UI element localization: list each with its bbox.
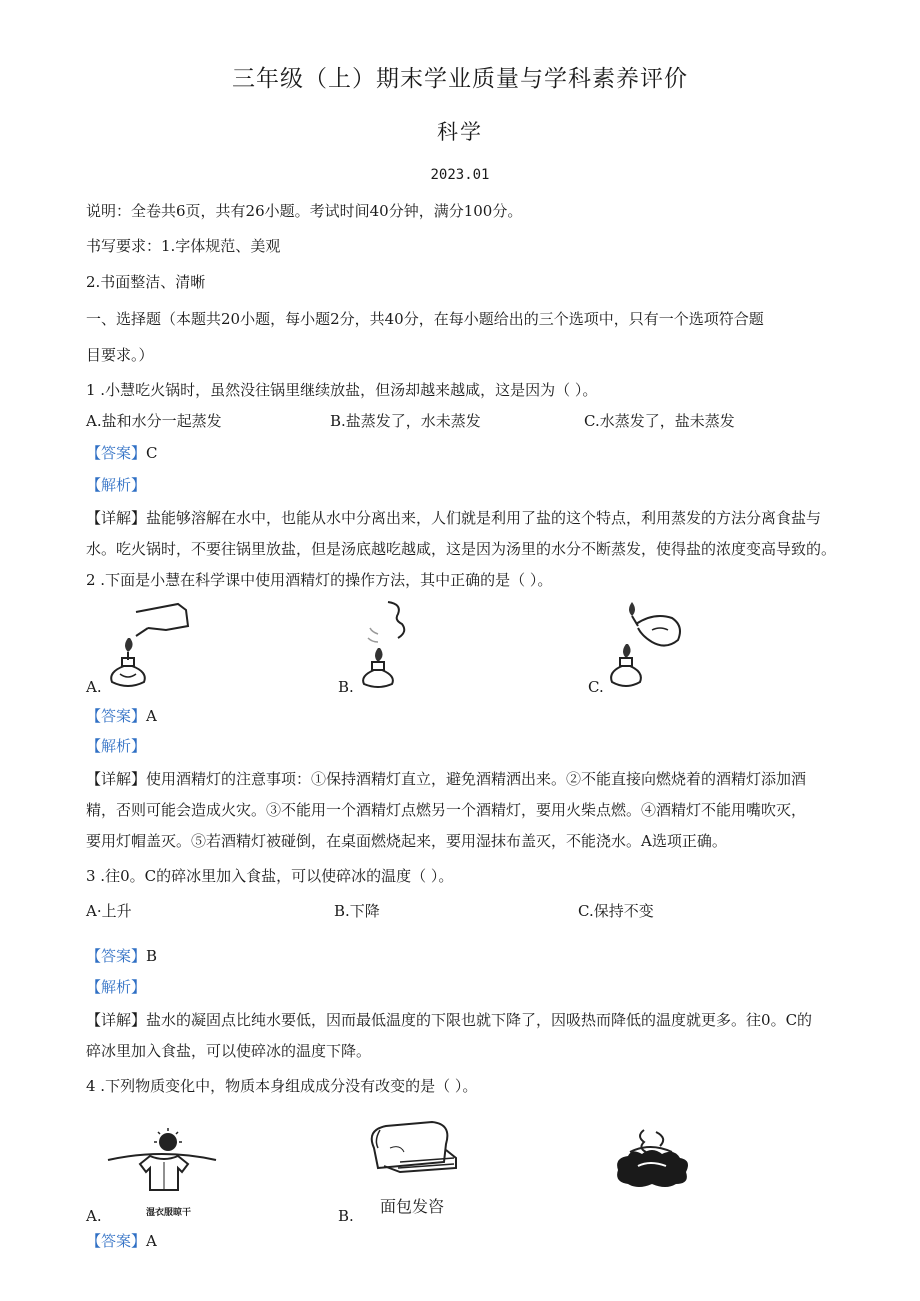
q4-image-b-caption: 面包发咨 (380, 1197, 445, 1216)
detail-label: 【详解】 (86, 1011, 147, 1029)
alcohol-lamp-match-lighting-icon (106, 600, 196, 692)
detail-label: 【详解】 (86, 509, 147, 527)
answer-label: 【答案】 (86, 707, 147, 725)
writing-requirement-1: 书写要求：1.字体规范、美观 (86, 237, 281, 255)
q4-option-a: A. (86, 1207, 102, 1225)
q4-stem: 4 .下列物质变化中，物质本身组成成分没有改变的是（ ）。 (86, 1077, 478, 1095)
q2-detail-3: 要用灯帽盖灭。⑤若酒精灯被碰倒，在桌面燃烧起来，要用湿抹布盖灭，不能浇水。A选项正确。 (86, 832, 727, 850)
q3-stem: 3 .往0。C的碎冰里加入食盐，可以使碎冰的温度（ ）。 (86, 867, 454, 885)
q3-option-b: B.下降 (334, 902, 380, 920)
q1-option-c: C.水蒸发了，盐未蒸发 (584, 412, 735, 430)
answer-label: 【答案】 (86, 1232, 147, 1250)
q1-detail-2: 水。吃火锅时，不要往锅里放盐，但是汤底越吃越咸，这是因为汤里的水分不断蒸发，使得盐的浓度变高导致的。 (86, 540, 837, 558)
q2-option-b: B. (338, 678, 354, 696)
q4-image-a-caption: 湿衣服晾干 (146, 1208, 192, 1218)
q2-option-c: C. (588, 678, 604, 696)
q4-option-b: B. (338, 1207, 354, 1225)
q1-option-b: B.盐蒸发了，水未蒸发 (330, 412, 481, 430)
q2-image-b (358, 598, 428, 692)
q3-analysis-label: 【解析】 (86, 978, 147, 996)
q4-answer (86, 1231, 157, 1251)
q2-detail-1 (86, 769, 806, 789)
q2-detail-2: 精，否则可能会造成火灾。③不能用一个酒精灯点燃另一个酒精灯，要用火柴点燃。④酒精灯不能用嘴吹灭， (86, 801, 807, 819)
subject-title: 科学 (437, 120, 483, 144)
q2-answer (86, 706, 157, 726)
drying-shirt-sun-icon (106, 1128, 218, 1202)
q2-option-a: A. (86, 678, 102, 696)
q4-image-b (360, 1118, 464, 1180)
alcohol-lamp-blowing-icon (358, 598, 428, 692)
q3-option-a: A·上升 (86, 902, 132, 920)
detail-label: 【详解】 (86, 770, 147, 788)
q4-image-a (106, 1128, 218, 1202)
q3-option-c: C.保持不变 (578, 902, 654, 920)
q2-stem: 2 .下面是小慧在科学课中使用酒精灯的操作方法，其中正确的是（ ）。 (86, 571, 553, 589)
q2-image-a (106, 600, 196, 692)
q2-analysis-label: 【解析】 (86, 737, 147, 755)
q1-detail-1 (86, 508, 821, 528)
writing-requirement-2: 2.书面整洁、清晰 (86, 273, 206, 291)
q3-answer-value: B (146, 947, 158, 965)
alcohol-lamp-lamp-to-lamp-icon (608, 600, 692, 692)
bread-loaf-icon (360, 1118, 464, 1180)
exam-note: 说明：全卷共6页，共有26小题。考试时间40分钟，满分100分。 (86, 202, 523, 220)
q4-answer-value: A (146, 1232, 157, 1250)
page-title: 三年级（上）期末学业质量与学科素养评价 (232, 66, 688, 92)
q3-detail-text-1: 盐水的凝固点比纯水要低，因而最低温度的下限也就下降了，因吸热而降低的温度就更多。往0。C的 (146, 1011, 813, 1029)
q1-answer-value: C (146, 444, 158, 462)
q1-detail-text-1: 盐能够溶解在水中，也能从水中分离出来，人们就是利用了盐的这个特点，利用蒸发的方法分离食盐与 (146, 509, 822, 527)
q1-stem: 1 .小慧吃火锅时，虽然没往锅里继续放盐，但汤却越来越咸，这是因为（ ）。 (86, 381, 598, 399)
q2-answer-value: A (146, 707, 157, 725)
answer-label: 【答案】 (86, 444, 147, 462)
q2-detail-text-1: 使用酒精灯的注意事项：①保持酒精灯直立，避免酒精洒出来。②不能直接向燃烧着的酒精灯添加酒 (146, 770, 807, 788)
q3-answer (86, 946, 157, 966)
q1-answer (86, 443, 158, 463)
q3-detail-1 (86, 1010, 812, 1030)
q1-analysis-label: 【解析】 (86, 476, 147, 494)
q2-image-c (608, 600, 692, 692)
burning-fire-icon (610, 1126, 694, 1190)
section-heading-line-2: 目要求。） (86, 346, 154, 364)
answer-label: 【答案】 (86, 947, 147, 965)
q3-detail-2: 碎冰里加入食盐，可以使碎冰的温度下降。 (86, 1042, 372, 1060)
q1-option-a: A.盐和水分一起蒸发 (86, 412, 222, 430)
exam-date: 2023.01 (430, 167, 490, 183)
section-heading-line-1: 一、选择题（本题共20小题，每小题2分，共40分，在每小题给出的三个选项中，只有一个选项符合题 (86, 310, 764, 328)
q4-image-c (610, 1126, 694, 1190)
